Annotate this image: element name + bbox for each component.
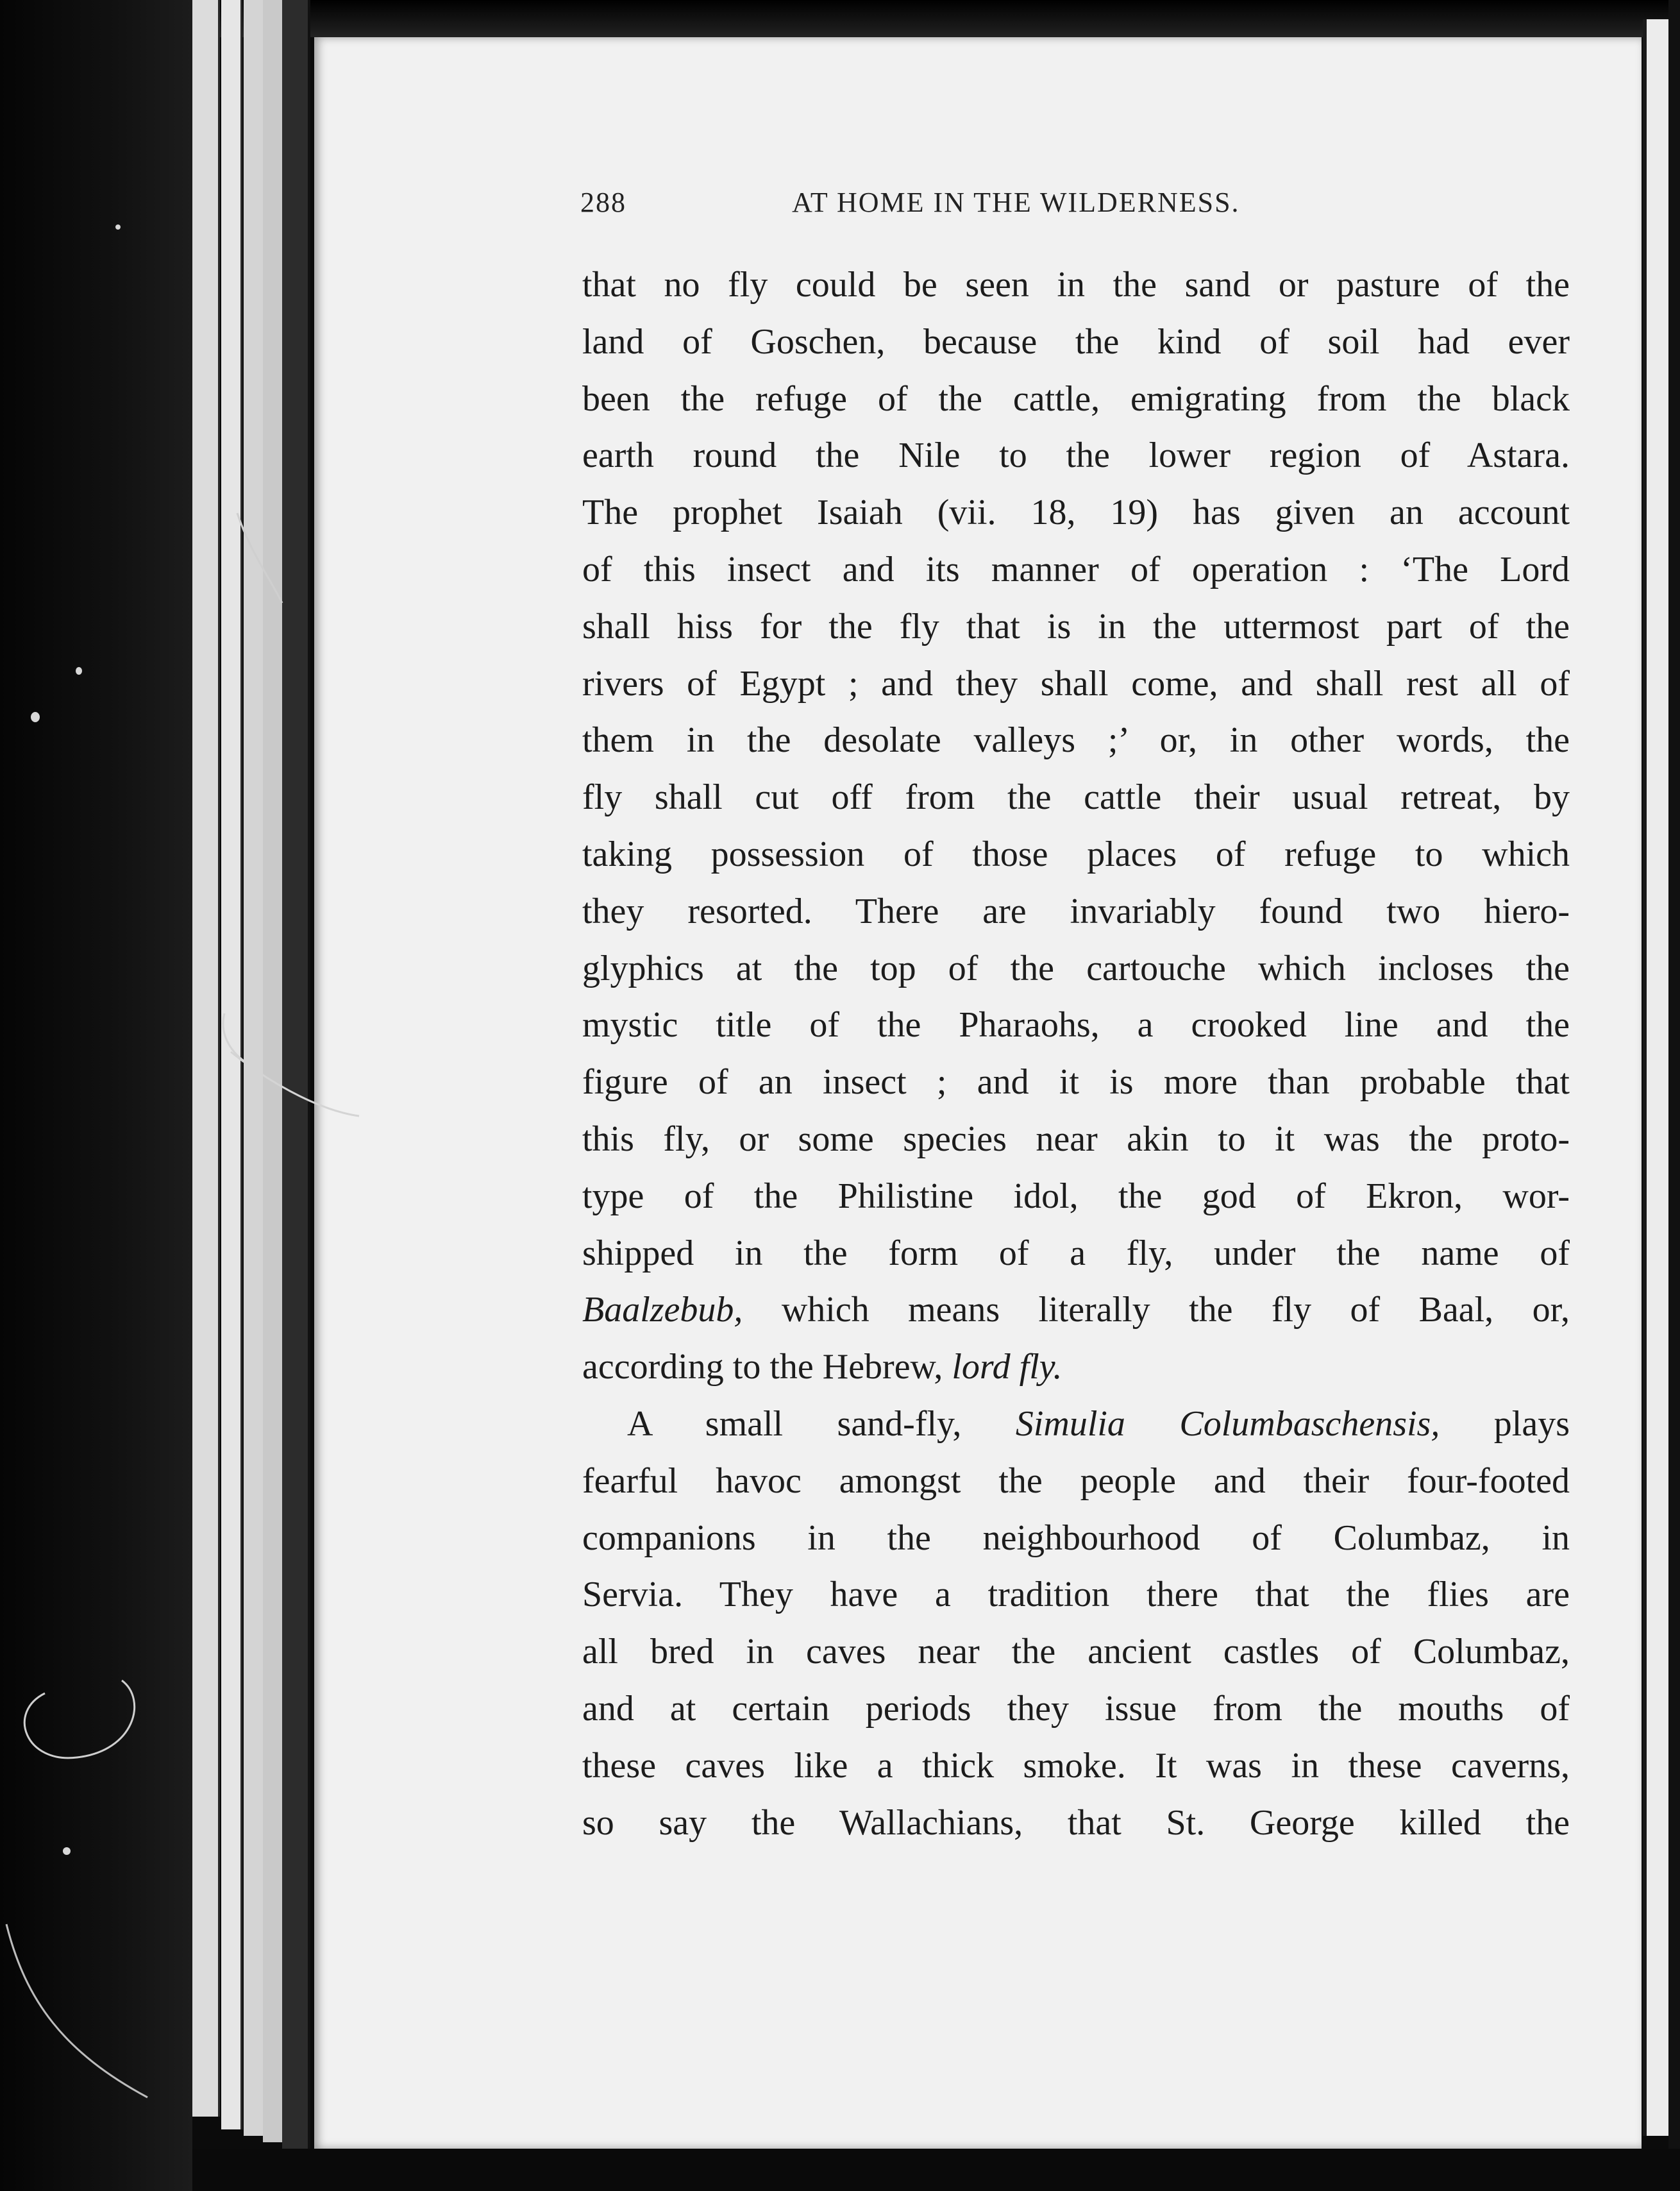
text-line: companions in the neighbourhood of Columbaz, in — [582, 1518, 1570, 1558]
running-title: AT HOME IN THE WILDERNESS. — [792, 187, 1240, 218]
text-line: all bred in caves near the ancient castles of Columbaz, — [582, 1632, 1570, 1672]
book-spine-edge — [0, 0, 192, 2191]
text-line: The prophet Isaiah (vii. 18, 19) has given an account — [582, 493, 1570, 533]
page-edge — [192, 0, 220, 2117]
page-edge — [244, 0, 265, 2136]
text-line: and at certain periods they issue from the mouths of — [582, 1688, 1570, 1729]
text-line: fly shall cut off from the cattle their usual retreat, by — [582, 777, 1570, 818]
text-line: Servia. They have a tradition there that the flies are — [582, 1575, 1570, 1615]
speck — [76, 667, 82, 675]
text-line: glyphics at the top of the cartouche which incloses the — [582, 948, 1570, 988]
body-text — [582, 257, 1570, 1851]
text-line — [582, 1282, 1570, 1339]
speck — [63, 1847, 71, 1855]
page-number: 288 — [580, 187, 626, 218]
speck — [31, 712, 40, 722]
text-line: shall hiss for the fly that is in the uttermost part of the — [582, 606, 1570, 647]
page-edge — [282, 0, 310, 2149]
text-line: figure of an insect ; and it is more than probable that — [582, 1062, 1570, 1103]
running-head — [580, 186, 1359, 224]
text-line: earth round the Nile to the lower region of Astara. — [582, 436, 1570, 476]
page-edge — [263, 0, 284, 2142]
text-run: plays — [1440, 1403, 1570, 1444]
text-run: A small sand-fly, — [627, 1403, 1016, 1444]
top-dark-band — [192, 0, 1680, 37]
text-line: of this insect and its manner of operation : ‘The Lord — [582, 549, 1570, 589]
paragraph-start-line — [582, 1396, 1570, 1453]
text-line: them in the desolate valleys ;’ or, in other words, the — [582, 720, 1570, 761]
italic-term: Simulia Columbaschensis, — [1015, 1403, 1440, 1444]
text-line: land of Goschen, because the kind of soil had ever — [582, 321, 1570, 362]
text-run: which means literally the fly of Baal, or, — [743, 1290, 1570, 1330]
italic-term: Baalzebub, — [582, 1290, 743, 1330]
text-line: they resorted. There are invariably found two hiero- — [582, 891, 1570, 931]
text-line: rivers of Egypt ; and they shall come, and shall rest all of — [582, 663, 1570, 704]
text-line: this fly, or some species near akin to it was the proto- — [582, 1119, 1570, 1159]
text-line: mystic title of the Pharaohs, a crooked line and the — [582, 1005, 1570, 1045]
right-dark-edge — [1668, 0, 1680, 2191]
text-line: these caves like a thick smoke. It was in these caverns, — [582, 1745, 1570, 1786]
text-line: type of the Philistine idol, the god of Ekron, wor- — [582, 1176, 1570, 1216]
text-line: fearful havoc amongst the people and their four-footed — [582, 1460, 1570, 1501]
bottom-dark-band — [192, 2149, 1680, 2191]
text-line: taking possession of those places of refuge to which — [582, 834, 1570, 874]
text-line: shipped in the form of a fly, under the name of — [582, 1233, 1570, 1273]
text-line: that no fly could be seen in the sand or pasture of the — [582, 265, 1570, 305]
text-line: been the refuge of the cattle, emigrating from the black — [582, 378, 1570, 419]
italic-term: lord fly. — [952, 1347, 1063, 1387]
speck — [115, 224, 121, 230]
page-edge — [221, 0, 242, 2129]
text-line: so say the Wallachians, that St. George killed the — [582, 1802, 1570, 1843]
text-line — [582, 1339, 1570, 1396]
text-run: according to the Hebrew, — [582, 1347, 952, 1387]
